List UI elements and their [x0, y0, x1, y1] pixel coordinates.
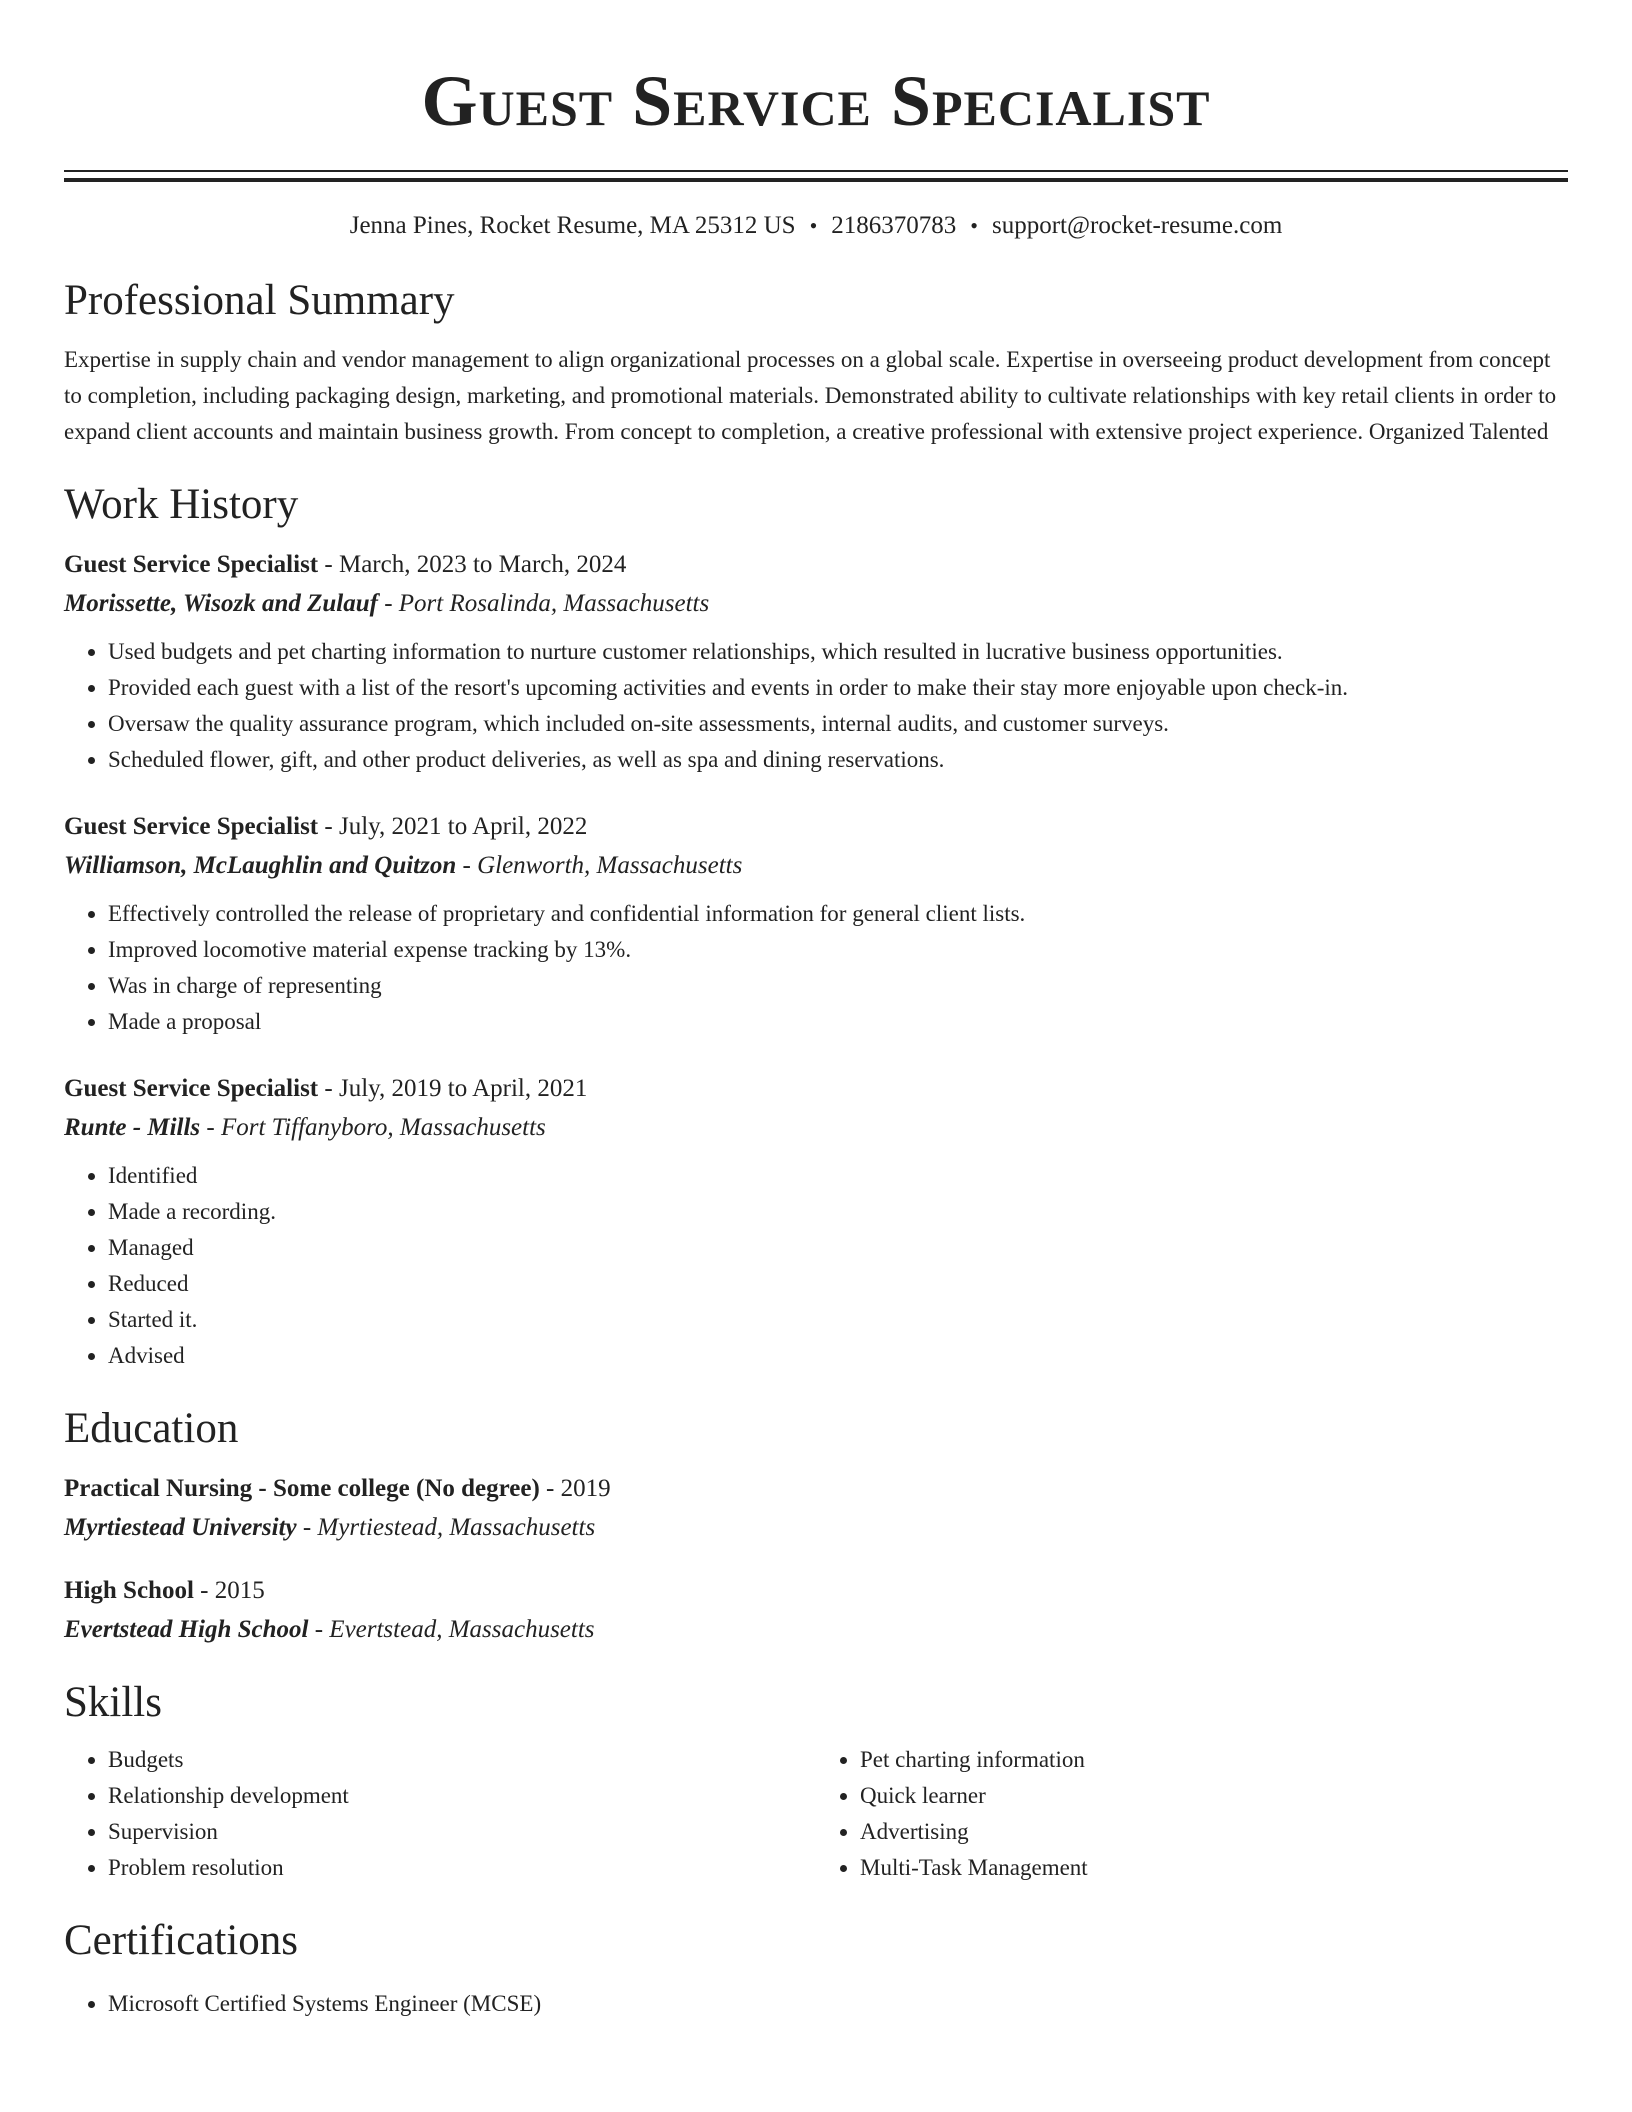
- job-bullet: • Was in charge of representing: [108, 968, 1568, 1004]
- certifications-list: [64, 1986, 1568, 2022]
- job-company-line: [64, 848, 1568, 884]
- job-company-line: [64, 586, 1568, 622]
- resume-page: [64, 0, 1568, 2022]
- job-bullet: • Managed: [108, 1230, 1568, 1266]
- job-bullet: • Provided each guest with a list of the resort's upcoming activities and events in order to make their stay more enjoyable upon check-in.: [108, 670, 1568, 706]
- job-title-line: [64, 1072, 1568, 1106]
- job-title-line: [64, 548, 1568, 582]
- education-entry: [64, 1472, 1568, 1546]
- certifications-section: [64, 1916, 1568, 2022]
- job-bullet: • Reduced: [108, 1266, 1568, 1302]
- skills-column-left: [64, 1742, 816, 1886]
- contact-email[interactable]: support@rocket-resume.com: [991, 212, 1283, 239]
- summary-section: [64, 276, 1568, 450]
- job-company: Runte - Mills: [64, 1114, 201, 1141]
- education-degree-line: [64, 1574, 1568, 1608]
- contact-line: [64, 210, 1568, 242]
- job-bullet: • Improved locomotive material expense tracking by 13%.: [108, 932, 1568, 968]
- contact-address: Jenna Pines, Rocket Resume, MA 25312 US: [349, 212, 796, 239]
- skill-item: • Budgets: [108, 1742, 816, 1778]
- education-heading: Education: [64, 1405, 239, 1452]
- job-entry: [64, 548, 1568, 778]
- work-history-section: [64, 480, 1568, 1374]
- skills-column-right: [816, 1742, 1568, 1886]
- education-year: - 2019: [539, 1475, 611, 1502]
- contact-phone: 2186370783: [831, 212, 957, 239]
- resume-title: Guest Service Specialist: [421, 61, 1211, 141]
- certification-item: • Microsoft Certified Systems Engineer (MCSE): [108, 1986, 1568, 2022]
- job-title-line: [64, 810, 1568, 844]
- job-bullet: • Oversaw the quality assurance program, which included on-site assessments, internal audits, and customer surveys.: [108, 706, 1568, 742]
- job-company: Morissette, Wisozk and Zulauf: [64, 590, 378, 617]
- job-title: Guest Service Specialist: [64, 1075, 319, 1102]
- skill-item: • Supervision: [108, 1814, 816, 1850]
- job-bullet: • Scheduled flower, gift, and other product deliveries, as well as spa and dining reservations.: [108, 742, 1568, 778]
- education-degree: Practical Nursing - Some college (No degree): [64, 1475, 540, 1502]
- job-bullets: [64, 896, 1568, 1040]
- education-location: - Myrtiestead, Massachusetts: [296, 1514, 596, 1541]
- title-divider: [64, 170, 1568, 182]
- skills-section: [64, 1678, 1568, 1886]
- education-degree-line: [64, 1472, 1568, 1506]
- education-school: Evertstead High School: [64, 1616, 309, 1643]
- summary-text: Expertise in supply chain and vendor management to align organizational processes on a global scale. Expertise in overseeing product development from concept to completion, including packaging design, marketing, and promotional materials. Demonstrated ability to cultivate relationships with key retail clients in order to expand client accounts and maintain business growth. From concept to completion, a creative professional with extensive project experience. Organized Talented: [64, 347, 1557, 444]
- education-degree: High School: [64, 1577, 194, 1604]
- skill-item: • Multi-Task Management: [860, 1850, 1568, 1886]
- job-dates: - July, 2019 to April, 2021: [318, 1075, 588, 1102]
- job-entry: [64, 810, 1568, 1040]
- skill-item: • Problem resolution: [108, 1850, 816, 1886]
- education-location: - Evertstead, Massachusetts: [308, 1616, 595, 1643]
- bullet-separator: •: [970, 213, 978, 238]
- job-dates: - July, 2021 to April, 2022: [318, 813, 588, 840]
- work-history-heading: Work History: [64, 481, 299, 528]
- job-bullet: • Used budgets and pet charting information to nurture customer relationships, which resulted in lucrative business opportunities.: [108, 634, 1568, 670]
- job-location: - Fort Tiffanyboro, Massachusetts: [200, 1114, 546, 1141]
- job-title: Guest Service Specialist: [64, 551, 319, 578]
- skill-item: • Relationship development: [108, 1778, 816, 1814]
- job-company-line: [64, 1110, 1568, 1146]
- education-year: - 2015: [193, 1577, 265, 1604]
- job-entry: [64, 1072, 1568, 1374]
- education-school-line: [64, 1612, 1568, 1648]
- job-dates: - March, 2023 to March, 2024: [318, 551, 627, 578]
- job-company: Williamson, McLaughlin and Quitzon: [64, 852, 457, 879]
- job-location: - Port Rosalinda, Massachusetts: [377, 590, 710, 617]
- skill-item: • Advertising: [860, 1814, 1568, 1850]
- skill-item: • Quick learner: [860, 1778, 1568, 1814]
- job-title: Guest Service Specialist: [64, 813, 319, 840]
- summary-heading: Professional Summary: [64, 277, 455, 324]
- education-school-line: [64, 1510, 1568, 1546]
- job-bullet: • Advised: [108, 1338, 1568, 1374]
- job-bullet: • Effectively controlled the release of proprietary and confidential information for general client lists.: [108, 896, 1568, 932]
- skill-item: • Pet charting information: [860, 1742, 1568, 1778]
- certifications-heading: Certifications: [64, 1917, 299, 1964]
- job-bullets: [64, 634, 1568, 778]
- job-location: - Glenworth, Massachusetts: [456, 852, 743, 879]
- education-entry: [64, 1574, 1568, 1648]
- bullet-separator: •: [809, 213, 818, 238]
- job-bullet: • Started it.: [108, 1302, 1568, 1338]
- skills-grid: [64, 1742, 1568, 1886]
- job-bullet: • Made a recording.: [108, 1194, 1568, 1230]
- skills-heading: Skills: [64, 1679, 162, 1726]
- education-section: [64, 1404, 1568, 1648]
- job-bullet: • Identified: [108, 1158, 1568, 1194]
- job-bullets: [64, 1158, 1568, 1374]
- education-school: Myrtiestead University: [64, 1514, 297, 1541]
- job-bullet: • Made a proposal: [108, 1004, 1568, 1040]
